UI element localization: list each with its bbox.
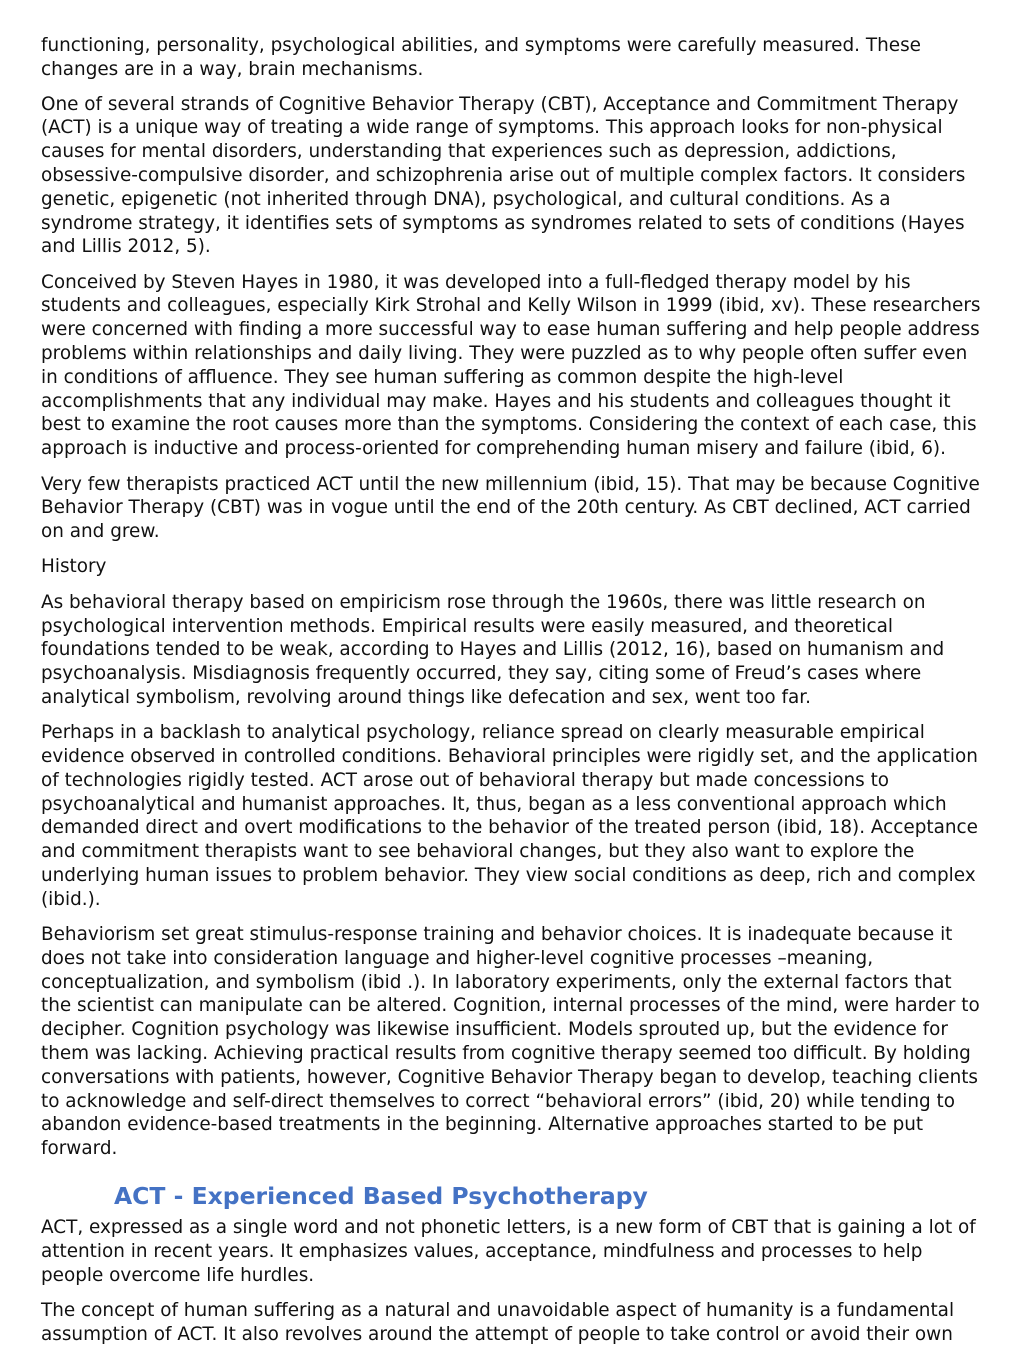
document-page	[41, 34, 983, 1358]
section-heading: ACT - Experienced Based Psychotherapy	[114, 1182, 648, 1211]
body-paragraph: Perhaps in a backlash to analytical psychology, reliance spread on clearly measurable empirical evidence observed in controlled conditions. Behavioral principles were rigidly set, and the application of technologies rigidly tested. ACT arose out of behavioral therapy but made concessions to psychoanalytical and humanist approaches. It, thus, began as a less conventional approach which demanded direct and overt modifications to the behavior of the treated person (ibid, 18). Acceptance and commitment therapists want to see behavioral changes, but they also want to explore the underlying human issues to problem behavior. They view social conditions as deep, rich and complex (ibid.).	[41, 722, 978, 910]
body-paragraph: One of several strands of Cognitive Behavior Therapy (CBT), Acceptance and Commitment Therapy (ACT) is a unique way of treating a wide range of symptoms. This approach looks for non-physical causes for mental disorders, understanding that experiences such as depression, addictions, obsessive-compulsive disorder, and schizophrenia arise out of multiple complex factors. It considers genetic, epigenetic (not inherited through DNA), psychological, and cultural conditions. As a syndrome strategy, it identifies sets of symptoms as syndromes related to sets of conditions (Hayes and Lillis 2012, 5).	[41, 93, 966, 258]
body-paragraph: As behavioral therapy based on empiricism rose through the 1960s, there was little research on psychological intervention methods. Empirical results were easily measured, and theoretical foundations tended to be weak, according to Hayes and Lillis (2012, 16), based on humanism and psychoanalysis. Misdiagnosis frequently occurred, they say, citing some of Freud’s cases where analytical symbolism, revolving around things like defecation and sex, went too far.	[41, 591, 945, 708]
history-label: History	[41, 556, 107, 578]
body-paragraph: The concept of human suffering as a natural and unavoidable aspect of humanity is a fundamental assumption of ACT. It also revolves around the attempt of people to take control or avoid their own	[41, 1299, 955, 1345]
body-paragraph: Conceived by Steven Hayes in 1980, it was developed into a full-fledged therapy model by his students and colleagues, especially Kirk Strohal and Kelly Wilson in 1999 (ibid, xv). These researchers were concerned with finding a more successful way to ease human suffering and help people address problems within relationships and daily living. They were puzzled as to why people often suffer even in conditions of affluence. They see human suffering as common despite the high-level accomplishments that any individual may make. Hayes and his students and colleagues thought it best to examine the root causes more than the symptoms. Considering the context of each case, this approach is inductive and process-oriented for comprehending human misery and failure (ibid, 6).	[41, 271, 981, 460]
body-paragraph: Behaviorism set great stimulus-response training and behavior choices. It is inadequate because it does not take into consideration language and higher-level cognitive processes –meaning, conceptualization, and symbolism (ibid .). In laboratory experiments, only the external factors that the scientist can manipulate can be altered. Cognition, internal processes of the mind, were harder to decipher. Cognition psychology was likewise insufficient. Models sprouted up, but the evidence for them was lacking. Achieving practical results from cognitive therapy seemed too difficult. By holding conversations with patients, however, Cognitive Behavior Therapy began to develop, teaching clients to acknowledge and self-direct themselves to correct “behavioral errors” (ibid, 20) while tending to abandon evidence-based treatments in the beginning. Alternative approaches started to be put forward.	[41, 924, 980, 1160]
body-paragraph: ACT, expressed as a single word and not phonetic letters, is a new form of CBT that is gaining a lot of attention in recent years. It emphasizes values, acceptance, mindfulness and processes to help people overcome life hurdles.	[41, 1217, 976, 1286]
body-paragraph: Very few therapists practiced ACT until the new millennium (ibid, 15). That may be because Cognitive Behavior Therapy (CBT) was in vogue until the end of the 20th century. As CBT declined, ACT carried on and grew.	[41, 473, 980, 543]
body-paragraph: functioning, personality, psychological abilities, and symptoms were carefully measured. These changes are in a way, brain mechanisms.	[41, 35, 921, 80]
